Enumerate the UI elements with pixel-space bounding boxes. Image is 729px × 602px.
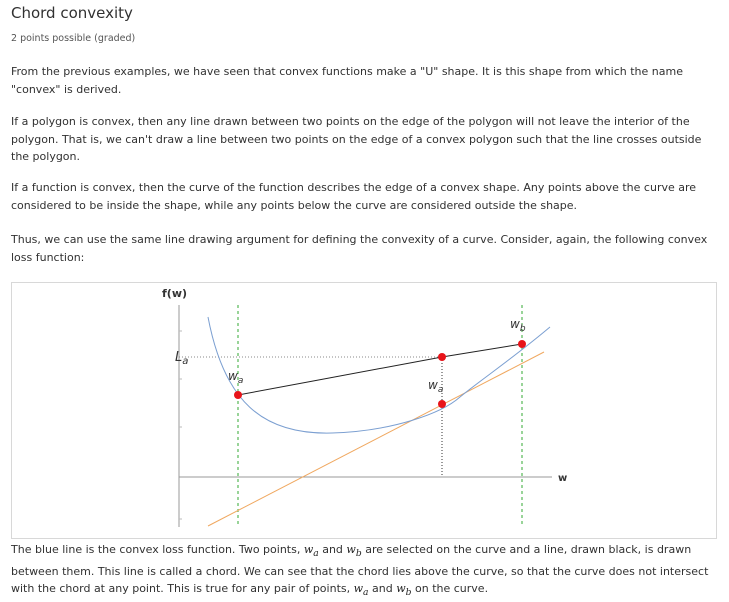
label-loss-a: $L_a$ [175,350,189,367]
point-wa-curve [234,391,242,399]
chord-convexity-figure [11,282,717,539]
label-wa-right: $w_a$ [428,378,444,395]
y-axis-label: f(w) [162,287,188,300]
x-axis-label: w [558,473,568,484]
point-wa-tangent [438,400,446,408]
convexity-plot [12,283,716,538]
point-chord [438,353,446,361]
tangent-line [208,352,544,526]
paragraph-3: If a function is convex, then the curve of the function describes the edge of a convex shape. Any points above the curve are considered to be inside the shape, while any points below the curve are considered outside the shape. [11,181,697,212]
paragraph-4: Thus, we can use the same line drawing argument for defining the convexity of a curve. Consider, again, the following convex loss function: [11,233,708,264]
label-wb: $w_b$ [510,317,526,334]
chord-segment-b [442,344,522,357]
problem-title: Chord convexity [11,4,133,22]
paragraph-1: From the previous examples, we have seen that convex functions make a "U" shape. It is this shape from which the name "convex" is derived. [11,65,683,96]
label-wa-left: $w_a$ [228,369,244,386]
points-possible: 2 points possible (graded) [11,33,136,44]
point-wb [518,340,526,348]
paragraph-2: If a polygon is convex, then any line drawn between two points on the edge of the polygon will not leave the interior of the polygon. That is, we can't draw a line between two points on the edge of a convex polygon such that the line crosses outside the polygon. [11,115,702,163]
figure-caption: The blue line is the convex loss function. Two points, $w_a$ and $w_b$ are selected on the curve and a line, drawn black, is drawn between them. This line is called a chord. We can see that the chord lies above the curve, so that the curve does not intersect with the chord at any point. This is true for any pair of points, $w_a$ and $w_b$ on the curve. [11,543,709,599]
chord-segment-a [238,357,442,395]
